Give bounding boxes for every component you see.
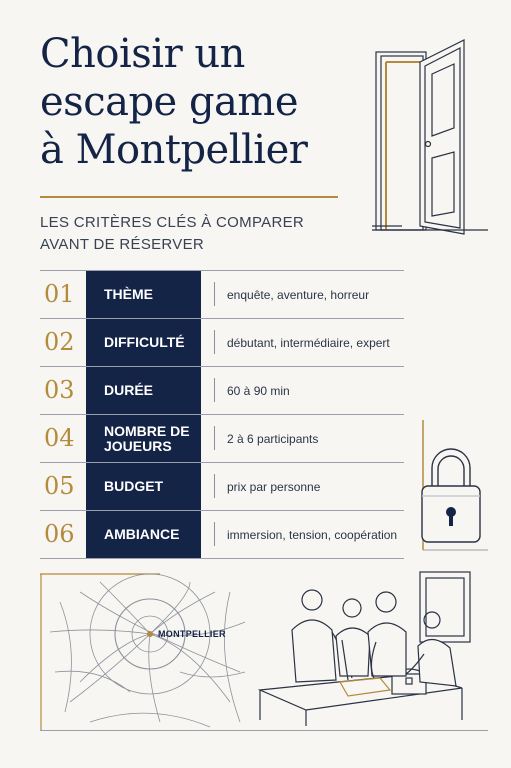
criteria-number: 05: [44, 472, 75, 500]
title-line-2: escape game: [40, 79, 298, 125]
criteria-row-5: [40, 463, 404, 511]
footer-rule: [40, 730, 488, 731]
criteria-row-1: [40, 271, 404, 319]
criteria-label: THÈME: [86, 271, 201, 318]
criteria-label: NOMBRE DE JOUEURS: [86, 415, 201, 462]
criteria-description: 2 à 6 participants: [227, 431, 319, 446]
criteria-description: débutant, intermédiaire, expert: [227, 335, 390, 350]
page-title: [40, 30, 370, 174]
criteria-label: DURÉE: [86, 367, 201, 414]
criteria-number: 01: [44, 280, 75, 308]
criteria-description: 60 à 90 min: [227, 383, 290, 398]
criteria-row-2: [40, 319, 404, 367]
padlock-icon: [416, 444, 486, 548]
criteria-number: 02: [44, 328, 75, 356]
row-separator: [214, 474, 215, 498]
criteria-number: 06: [44, 520, 75, 548]
criteria-label: AMBIANCE: [86, 511, 201, 558]
title-line-1: Choisir un: [40, 31, 245, 77]
criteria-list: [40, 271, 404, 559]
criteria-row-6: [40, 511, 404, 559]
criteria-label: BUDGET: [86, 463, 201, 510]
criteria-description: prix par personne: [227, 479, 321, 494]
title-divider: [40, 196, 338, 198]
subtitle-line-2: AVANT DE RÉSERVER: [40, 236, 205, 253]
criteria-row-3: [40, 367, 404, 415]
map-city-label: MONTPELLIER: [158, 629, 226, 639]
criteria-row-4: [40, 415, 404, 463]
criteria-label: DIFFICULTÉ: [86, 319, 201, 366]
door-icon: [372, 36, 492, 236]
row-separator: [214, 426, 215, 450]
location-dot-icon: [147, 631, 153, 637]
criteria-description: immersion, tension, coopération: [227, 527, 398, 542]
row-separator: [214, 330, 215, 354]
subtitle-line-1: LES CRITÈRES CLÉS À COMPARER: [40, 214, 305, 231]
row-separator: [214, 522, 215, 546]
criteria-number: 04: [44, 424, 75, 452]
title-line-3: à Montpellier: [40, 127, 308, 173]
subtitle: [40, 212, 340, 256]
criteria-number: 03: [44, 376, 75, 404]
row-separator: [214, 282, 215, 306]
row-separator: [214, 378, 215, 402]
team-players-illustration: [256, 570, 488, 726]
city-map-illustration: [40, 572, 250, 732]
criteria-description: enquête, aventure, horreur: [227, 287, 370, 302]
